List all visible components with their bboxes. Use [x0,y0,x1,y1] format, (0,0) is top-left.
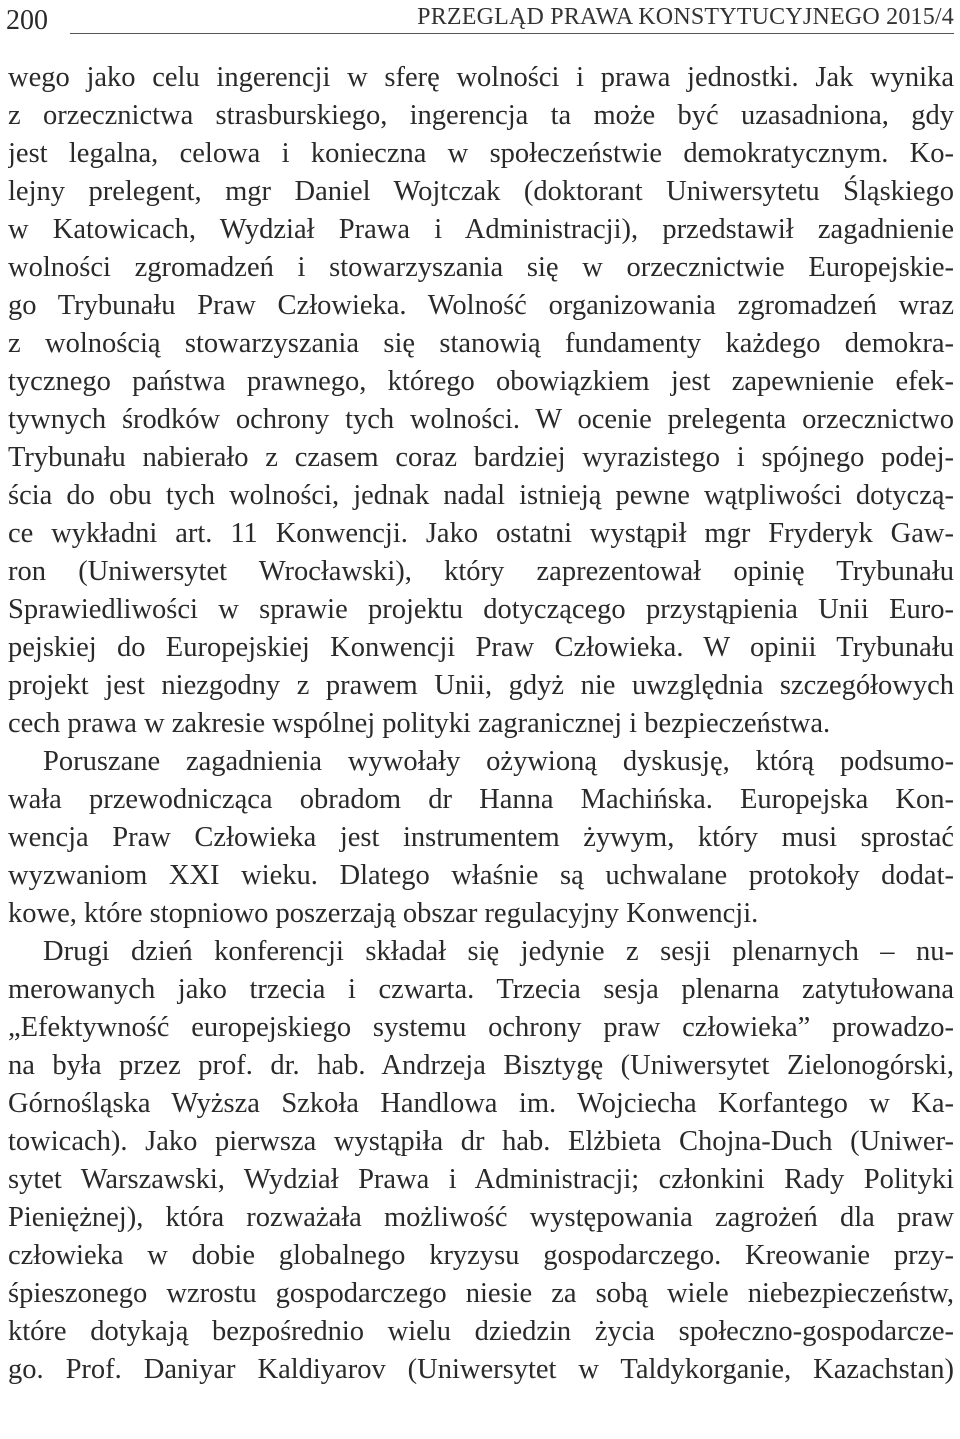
text-line: wyzwaniom XXI wieku. Dlatego właśnie są uchwalane protokoły dodat- [8,860,954,891]
header-rule [70,33,954,34]
text-line: tywnych środków ochrony tych wolności. W ocenie prelegenta orzecznictwo [8,404,954,435]
text-line: wolności zgromadzeń i stowarzyszania się w orzecznictwie Europejskie- [8,252,954,283]
text-line: „Efektywność europejskiego systemu ochrony praw człowieka” prowadzo- [8,1012,954,1043]
text-line: Drugi dzień konferencji składał się jedynie z sesji plenarnych – nu- [43,936,954,967]
journal-title: PRZEGLĄD PRAWA KONSTYTUCYJNEGO 2015/4 [417,4,954,30]
text-line: Sprawiedliwości w sprawie projektu dotyczącego przystąpienia Unii Euro- [8,594,954,625]
text-line: sytet Warszawski, Wydział Prawa i Administracji; członkini Rady Polityki [8,1164,954,1195]
text-line: które dotykają bezpośrednio wielu dziedzin życia społeczno-gospodarcze- [8,1316,954,1347]
text-line: śpieszonego wzrostu gospodarczego niesie za sobą wiele niebezpieczeństw, [8,1278,954,1309]
paragraph [8,59,954,743]
text-line: wencja Praw Człowieka jest instrumentem żywym, który musi sprostać [8,822,954,853]
text-line: w Katowicach, Wydział Prawa i Administracji), przedstawił zagadnienie [8,214,954,245]
paragraph [8,743,954,933]
text-line: wała przewodnicząca obradom dr Hanna Machińska. Europejska Kon- [8,784,954,815]
text-line: merowanych jako trzecia i czwarta. Trzecia sesja plenarna zatytułowana [8,974,954,1005]
text-line: kowe, które stopniowo poszerzają obszar regulacyjny Konwencji. [8,898,759,929]
text-line: Poruszane zagadnienia wywołały ożywioną dyskusję, którą podsumo- [43,746,954,777]
text-line: z orzecznictwa strasburskiego, ingerencja ta może być uzasadniona, gdy [8,100,954,131]
text-line: go. Prof. Daniyar Kaldiyarov (Uniwersytet w Taldykorganie, Kazachstan) [8,1354,954,1385]
text-line: projekt jest niezgodny z prawem Unii, gdyż nie uwzględnia szczegółowych [8,670,954,701]
text-line: lejny prelegent, mgr Daniel Wojtczak (doktorant Uniwersytetu Śląskiego [8,176,954,207]
text-line: jest legalna, celowa i konieczna w społeczeństwie demokratycznym. Ko- [8,138,954,169]
text-line: ron (Uniwersytet Wrocławski), który zaprezentował opinię Trybunału [8,556,954,587]
text-line: z wolnością stowarzyszania się stanowią fundamenty każdego demokra- [8,328,954,359]
text-line: Górnośląska Wyższa Szkoła Handlowa im. Wojciecha Korfantego w Ka- [8,1088,954,1119]
text-line: ce wykładni art. 11 Konwencji. Jako ostatni wystąpił mgr Fryderyk Gaw- [8,518,954,549]
text-line: ścia do obu tych wolności, jednak nadal istnieją pewne wątpliwości dotyczą- [8,480,954,511]
paragraph [8,933,954,1389]
text-line: cech prawa w zakresie wspólnej polityki zagranicznej i bezpieczeństwa. [8,708,831,739]
text-line: towicach). Jako pierwsza wystąpiła dr hab. Elżbieta Chojna-Duch (Uniwer- [8,1126,954,1157]
page-number: 200 [6,5,48,36]
text-line: wego jako celu ingerencji w sferę wolności i prawa jednostki. Jak wynika [8,62,954,93]
text-line: go Trybunału Praw Człowieka. Wolność organizowania zgromadzeń wraz [8,290,954,321]
text-line: tycznego państwa prawnego, którego obowiązkiem jest zapewnienie efek- [8,366,954,397]
text-line: Trybunału nabierało z czasem coraz bardziej wyrazistego i spójnego podej- [8,442,954,473]
text-line: na była przez prof. dr. hab. Andrzeja Bisztygę (Uniwersytet Zielonogórski, [8,1050,954,1081]
body-text [8,59,954,1389]
running-header [0,0,960,50]
text-line: Pieniężnej), która rozważała możliwość występowania zagrożeń dla praw [8,1202,954,1233]
text-line: pejskiej do Europejskiej Konwencji Praw Człowieka. W opinii Trybunału [8,632,954,663]
text-line: człowieka w dobie globalnego kryzysu gospodarczego. Kreowanie przy- [8,1240,954,1271]
